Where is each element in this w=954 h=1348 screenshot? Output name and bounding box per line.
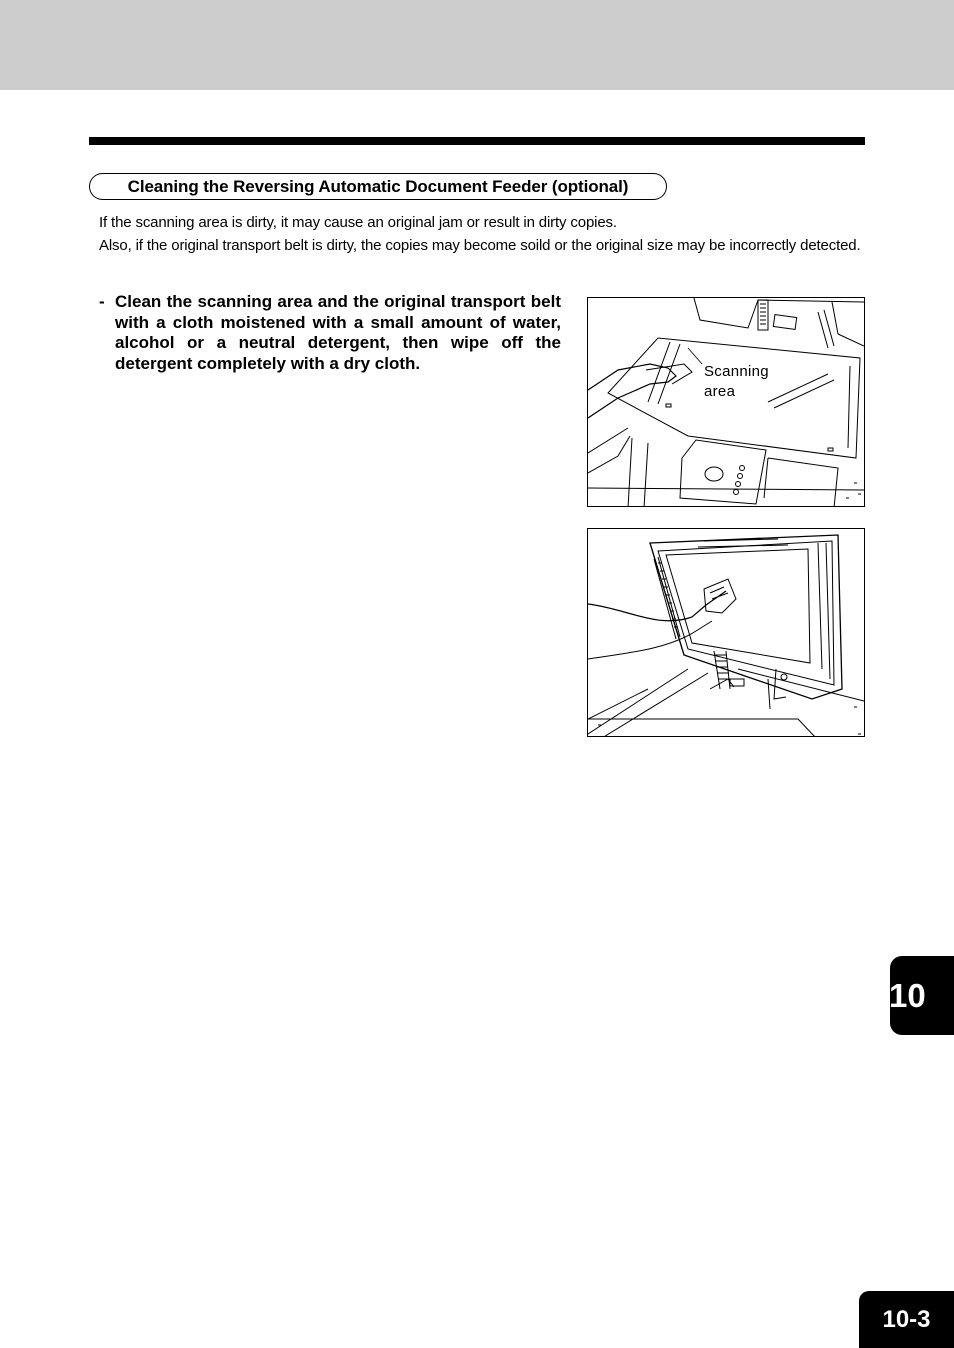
- page-number: 10-3: [859, 1291, 954, 1348]
- platen-cleaning-drawing: [588, 298, 865, 507]
- intro-line-2: Also, if the original transport belt is dirty, the copies may become soild or the original size may be incorrectly detected.: [99, 236, 861, 254]
- step-bullet: -: [99, 292, 105, 311]
- intro-text: [99, 212, 869, 257]
- intro-line-1: If the scanning area is dirty, it may cause an original jam or result in dirty copies.: [99, 214, 617, 231]
- belt-cleaning-drawing: [588, 529, 865, 737]
- scanning-area-illustration: [587, 297, 865, 507]
- scanning-area-label: Scanning area: [704, 363, 769, 400]
- transport-belt-illustration: [587, 528, 865, 737]
- chapter-number: 10: [889, 976, 926, 1014]
- header-band: [0, 0, 954, 90]
- step-text: Clean the scanning area and the original transport belt with a cloth moistened with a small amount of water, alcohol or a neutral detergent, then wipe off the detergent completely with a dry cloth.: [115, 292, 561, 373]
- section-rule: [89, 137, 865, 145]
- instruction-step: [99, 292, 561, 374]
- chapter-tab: [890, 956, 954, 1035]
- section-title: Cleaning the Reversing Automatic Document Feeder (optional): [89, 173, 667, 200]
